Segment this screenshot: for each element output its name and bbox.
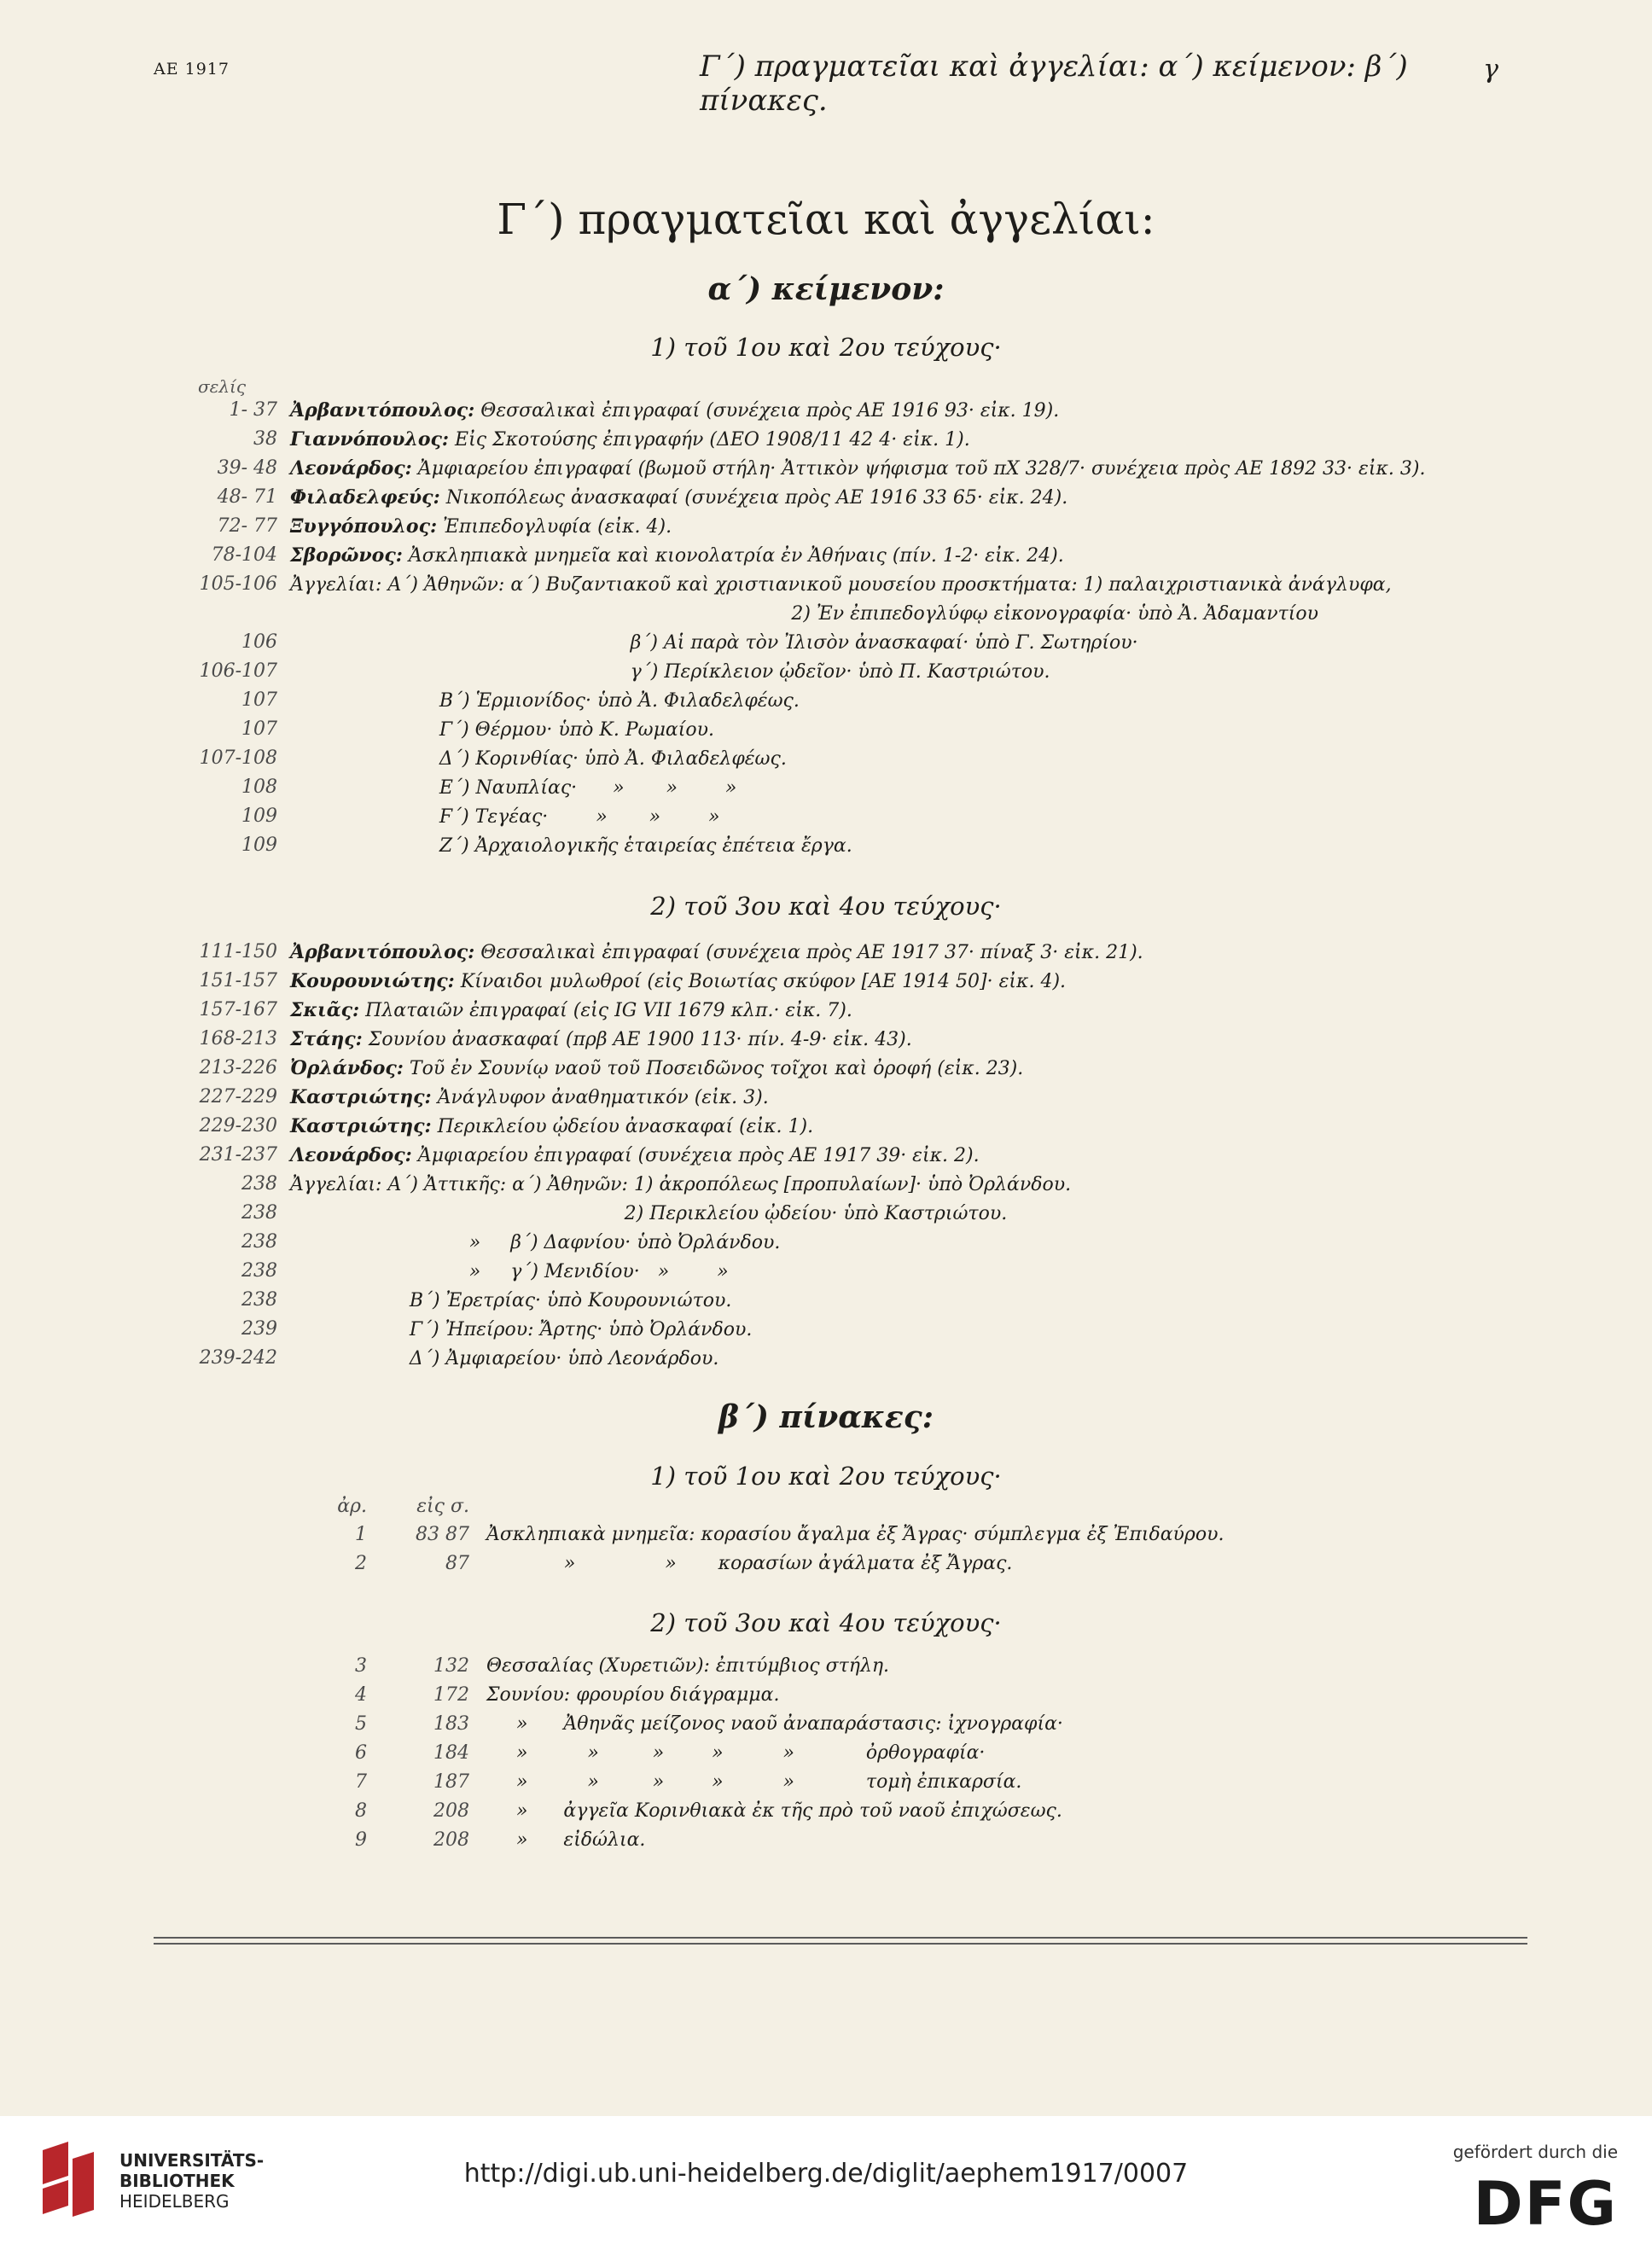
toc-entry bbox=[154, 1260, 1519, 1289]
toc-title: Ἀνάγλυφον ἀναθηματικόν (εἰκ. 3). bbox=[431, 1087, 769, 1108]
plate-page: 187 bbox=[433, 1771, 469, 1793]
toc-entry-text bbox=[290, 457, 1425, 480]
plate-number: 2 bbox=[355, 1553, 367, 1574]
toc-title: Τοῦ ἐν Σουνίῳ ναοῦ τοῦ Ποσειδῶνος τοῖχοι καὶ ὀροφή (εἰκ. 23). bbox=[403, 1058, 1024, 1079]
plate-entry bbox=[324, 1655, 1434, 1684]
plate-description: » » » » » τομὴ ἐπικαρσία. bbox=[486, 1771, 1022, 1793]
toc-title: Ζ΄) Ἀρχαιολογικῆς ἑταιρείας ἐπέτεια ἔργα. bbox=[290, 835, 852, 857]
toc-entry bbox=[154, 660, 1519, 689]
toc-page-range: 106 bbox=[241, 631, 277, 653]
toc-entry-text bbox=[290, 805, 720, 828]
toc-page-range: 107 bbox=[241, 689, 277, 711]
toc-author: Σκιᾶς: bbox=[290, 999, 360, 1021]
toc-entry bbox=[154, 718, 1519, 747]
toc-entry-text bbox=[290, 1289, 731, 1311]
toc-title: Ϝ΄) Τεγέας· » » » bbox=[290, 806, 720, 828]
toc-entry bbox=[154, 631, 1519, 660]
toc-entry-text bbox=[290, 718, 714, 741]
toc-page-range: 107-108 bbox=[199, 747, 277, 769]
plate-page: 83 87 bbox=[416, 1524, 469, 1545]
plate-description: » εἰδώλια. bbox=[486, 1829, 646, 1851]
toc-title: Ἀμφιαρείου ἐπιγραφαί (συνέχεια πρὸς ΑΕ 1917 39· εἰκ. 2). bbox=[411, 1145, 980, 1166]
toc-author: Ἀρβανιτόπουλος: bbox=[290, 941, 475, 963]
toc-entry-text bbox=[290, 1115, 813, 1137]
dfg-label: gefördert durch die bbox=[1452, 2142, 1618, 2162]
toc-entry-text bbox=[290, 573, 1392, 596]
toc-page-range: 111-150 bbox=[199, 941, 277, 962]
toc-entry-text bbox=[290, 970, 1066, 992]
part-b2-title: 2) τοῦ 3ου καὶ 4ου τεύχους· bbox=[650, 1608, 1002, 1637]
toc-title: Ἐπιπεδογλυφία (εἰκ. 4). bbox=[437, 516, 672, 538]
toc-entry bbox=[154, 1028, 1519, 1057]
toc-page-range: 157-167 bbox=[199, 999, 277, 1020]
toc-title: Ἀγγελίαι: Α΄) Ἀθηνῶν: α΄) Βυζαντιακοῦ καὶ χριστιανικοῦ μουσείου προσκτήματα: 1) παλαιχριστιανικὰ ἀνάγλυφα, bbox=[290, 574, 1392, 596]
ub-line-1: UNIVERSITÄTS- bbox=[119, 2150, 265, 2171]
toc-entry-text bbox=[290, 515, 672, 538]
toc-title: Σουνίου ἀνασκαφαί (πρβ ΑΕ 1900 113· πίν. 4-9· εἰκ. 43). bbox=[362, 1029, 912, 1050]
toc-page-range: 108 bbox=[241, 776, 277, 798]
plates-header-no: ἀρ. bbox=[337, 1496, 367, 1517]
toc-entry-text bbox=[290, 1028, 912, 1050]
toc-page-range: 227-229 bbox=[199, 1086, 277, 1108]
part-b1-title: 1) τοῦ 1ου καὶ 2ου τεύχους· bbox=[650, 1462, 1002, 1491]
toc-entry bbox=[154, 1289, 1519, 1318]
toc-entry-text bbox=[290, 660, 1050, 683]
running-head bbox=[154, 49, 1498, 118]
toc-page-range: 238 bbox=[241, 1173, 277, 1195]
section-b-title: β΄) πίνακες: bbox=[718, 1399, 934, 1435]
toc-page-range: 229-230 bbox=[199, 1115, 277, 1137]
toc-title: Δ΄) Κορινθίας· ὑπὸ Ἀ. Φιλαδελφέως. bbox=[290, 748, 787, 770]
part-a1-title: 1) τοῦ 1ου καὶ 2ου τεύχους· bbox=[650, 333, 1002, 362]
toc-page-range: 151-157 bbox=[199, 970, 277, 991]
plate-entry bbox=[324, 1771, 1434, 1800]
toc-page-range: 238 bbox=[241, 1202, 277, 1224]
toc-entry bbox=[154, 1318, 1519, 1347]
toc-title: Εἰς Σκοτούσης ἐπιγραφήν (ΔΕΟ 1908/11 42 4· εἰκ. 1). bbox=[449, 429, 970, 451]
toc-entry-text bbox=[290, 428, 970, 451]
toc-title: Γ΄) Θέρμου· ὑπὸ Κ. Ρωμαίου. bbox=[290, 719, 714, 741]
toc-author: Καστριώτης: bbox=[290, 1115, 432, 1137]
toc-entry bbox=[154, 457, 1519, 486]
toc-page-range: 1- 37 bbox=[229, 399, 277, 421]
plate-entry bbox=[324, 1524, 1434, 1553]
toc-entry bbox=[154, 1231, 1519, 1260]
plates-header bbox=[324, 1496, 1434, 1525]
toc-entry-text bbox=[290, 1347, 718, 1369]
section-a-title: α΄) κείμενον: bbox=[707, 271, 945, 307]
toc-author: Ξυγγόπουλος: bbox=[290, 515, 438, 538]
toc-title: » γ΄) Μενιδίου· » » bbox=[290, 1261, 729, 1282]
bottom-rule-2 bbox=[154, 1943, 1527, 1945]
toc-entry-text bbox=[290, 776, 736, 799]
toc-entry bbox=[154, 602, 1519, 631]
toc-page-range: 39- 48 bbox=[217, 457, 277, 479]
toc-page-range: 109 bbox=[241, 805, 277, 827]
plate-number: 6 bbox=[355, 1742, 367, 1764]
toc-page-range: 72- 77 bbox=[217, 515, 277, 537]
toc-title: Ε΄) Ναυπλίας· » » » bbox=[290, 777, 737, 799]
toc-entry-text bbox=[290, 689, 800, 712]
toc-entry bbox=[154, 747, 1519, 776]
toc-page-range: 78-104 bbox=[211, 544, 277, 566]
toc-entry-text bbox=[290, 1260, 729, 1282]
plate-number: 9 bbox=[355, 1829, 367, 1851]
toc-entry bbox=[154, 544, 1519, 573]
toc-title: γ΄) Περίκλειον ᾠδεῖον· ὑπὸ Π. Καστριώτου. bbox=[290, 661, 1050, 683]
toc-title: Ἀσκληπιακὰ μνημεῖα καὶ κιονολατρία ἐν Ἀθήναις (πίν. 1-2· εἰκ. 24). bbox=[402, 545, 1064, 567]
plate-number: 5 bbox=[355, 1713, 367, 1735]
plate-number: 3 bbox=[355, 1655, 367, 1677]
toc-entry bbox=[154, 689, 1519, 718]
toc-entry bbox=[154, 399, 1519, 428]
plate-entry bbox=[324, 1742, 1434, 1771]
plate-number: 4 bbox=[355, 1684, 367, 1706]
plate-entry bbox=[324, 1684, 1434, 1713]
toc-title: Γ΄) Ἠπείρου: Ἄρτης· ὑπὸ Ὀρλάνδου. bbox=[290, 1319, 753, 1340]
running-head-page: γ bbox=[1483, 55, 1498, 84]
plate-page: 208 bbox=[433, 1829, 469, 1851]
plate-description: » » κορασίων ἀγάλματα ἐξ Ἄγρας. bbox=[486, 1553, 1013, 1574]
toc-entry-text bbox=[290, 602, 1318, 625]
plate-description: Θεσσαλίας (Χυρετιῶν): ἐπιτύμβιος στήλη. bbox=[486, 1655, 890, 1677]
toc-entry bbox=[154, 1144, 1519, 1173]
toc-page-range: 168-213 bbox=[199, 1028, 277, 1049]
plate-description: Σουνίου: φρουρίου διάγραμμα. bbox=[486, 1684, 780, 1706]
plate-page: 172 bbox=[433, 1684, 469, 1706]
toc-entry-text bbox=[290, 631, 1138, 654]
page-title: Γ΄) πραγματεῖαι καὶ ἀγγελίαι: bbox=[497, 195, 1155, 244]
digitization-footer bbox=[0, 2116, 1652, 2250]
toc-entry bbox=[154, 1173, 1519, 1202]
toc-author: Καστριώτης: bbox=[290, 1086, 432, 1108]
toc-title: Ἀγγελίαι: Α΄) Ἀττικῆς: α΄) Ἀθηνῶν: 1) ἀκροπόλεως [προπυλαίων]· ὑπὸ Ὀρλάνδου. bbox=[290, 1174, 1072, 1195]
toc-title: 2) Περικλείου ᾠδείου· ὑπὸ Καστριώτου. bbox=[290, 1203, 1008, 1224]
toc-entry bbox=[154, 776, 1519, 805]
toc-title: Πλαταιῶν ἐπιγραφαί (εἰς IG VII 1679 κλπ.· εἰκ. 7). bbox=[359, 1000, 852, 1021]
toc-entry bbox=[154, 1115, 1519, 1144]
toc-entry-text bbox=[290, 834, 852, 857]
toc-title: Κίναιδοι μυλωθροί (εἰς Βοιωτίας σκύφον [ΑΕ 1914 50]· εἰκ. 4). bbox=[454, 971, 1067, 992]
toc-page-range: 106-107 bbox=[199, 660, 277, 682]
toc-title: Δ΄) Ἀμφιαρείου· ὑπὸ Λεονάρδου. bbox=[290, 1348, 719, 1369]
toc-entry-text bbox=[290, 1057, 1023, 1079]
toc-author: Λεονάρδος: bbox=[290, 1144, 412, 1166]
toc-entry bbox=[154, 1202, 1519, 1231]
plate-entry bbox=[324, 1713, 1434, 1742]
plates-header-page: εἰς σ. bbox=[416, 1496, 469, 1517]
toc-page-range: 239 bbox=[241, 1318, 277, 1340]
plate-entry bbox=[324, 1553, 1434, 1582]
toc-title: Ἀμφιαρείου ἐπιγραφαί (βωμοῦ στήλη· Ἀττικὸν ψήφισμα τοῦ πΧ 328/7· συνέχεια πρὸς ΑΕ 1892 33· εἰκ. 3). bbox=[411, 458, 1426, 480]
toc-entry-text bbox=[290, 544, 1064, 567]
toc-entry-text bbox=[290, 747, 787, 770]
plate-page: 208 bbox=[433, 1800, 469, 1822]
toc-entry-text bbox=[290, 1144, 980, 1166]
toc-entry bbox=[154, 999, 1519, 1028]
toc-entry-text bbox=[290, 941, 1143, 963]
toc-page-range: 105-106 bbox=[199, 573, 277, 595]
bottom-rule-1 bbox=[154, 1937, 1527, 1939]
ub-line-2: BIBLIOTHEK bbox=[119, 2171, 235, 2191]
toc-title: Νικοπόλεως ἀνασκαφαί (συνέχεια πρὸς ΑΕ 1916 33 65· εἰκ. 24). bbox=[439, 487, 1068, 509]
toc-author: Στάης: bbox=[290, 1028, 363, 1050]
dfg-logo: DFG bbox=[1473, 2169, 1618, 2239]
toc-title: Θεσσαλικαὶ ἐπιγραφαί (συνέχεια πρὸς ΑΕ 1916 93· εἰκ. 19). bbox=[474, 400, 1060, 422]
ub-line-3: HEIDELBERG bbox=[119, 2191, 230, 2212]
toc-author: Ἀρβανιτόπουλος: bbox=[290, 399, 475, 422]
toc-entry bbox=[154, 834, 1519, 863]
toc-title: Θεσσαλικαὶ ἐπιγραφαί (συνέχεια πρὸς ΑΕ 1917 37· πίναξ 3· εἰκ. 21). bbox=[474, 942, 1143, 963]
plate-number: 7 bbox=[355, 1771, 367, 1793]
toc-entry bbox=[154, 428, 1519, 457]
part-a2-title: 2) τοῦ 3ου καὶ 4ου τεύχους· bbox=[650, 892, 1002, 921]
toc-entry-text bbox=[290, 1231, 780, 1253]
plate-description: Ἀσκληπιακὰ μνημεῖα: κορασίου ἄγαλμα ἐξ Ἄγρας· σύμπλεγμα ἐξ Ἐπιδαύρου. bbox=[486, 1524, 1224, 1545]
plate-page: 132 bbox=[433, 1655, 469, 1677]
toc-entry-text bbox=[290, 486, 1067, 509]
toc-page-range: 107 bbox=[241, 718, 277, 740]
toc-author: Κουρουνιώτης: bbox=[290, 970, 455, 992]
toc-entry-text bbox=[290, 999, 852, 1021]
toc-author: Λεονάρδος: bbox=[290, 457, 412, 480]
toc-entry bbox=[154, 573, 1519, 602]
toc-page-range: 238 bbox=[241, 1289, 277, 1311]
toc-entry-text bbox=[290, 1318, 752, 1340]
toc-title: Β΄) Ἐρετρίας· ὑπὸ Κουρουνιώτου. bbox=[290, 1290, 732, 1311]
toc-title: Β΄) Ἑρμιονίδος· ὑπὸ Ἀ. Φιλαδελφέως. bbox=[290, 690, 800, 712]
toc-entry bbox=[154, 515, 1519, 544]
toc-author: Σβορῶνος: bbox=[290, 544, 403, 567]
column-label-pages: σελίς bbox=[198, 376, 247, 397]
toc-page-range: 109 bbox=[241, 834, 277, 856]
plate-entry bbox=[324, 1800, 1434, 1829]
toc-entry-text bbox=[290, 1173, 1071, 1195]
toc-page-range: 239-242 bbox=[199, 1347, 277, 1369]
toc-page-range: 213-226 bbox=[199, 1057, 277, 1078]
toc-page-range: 38 bbox=[253, 428, 277, 450]
toc-entry-text bbox=[290, 399, 1059, 422]
toc-entry bbox=[154, 1057, 1519, 1086]
toc-entry bbox=[154, 970, 1519, 999]
plate-description: » » » » » ὀρθογραφία· bbox=[486, 1742, 986, 1764]
plate-page: 183 bbox=[433, 1713, 469, 1735]
toc-entry bbox=[154, 1086, 1519, 1115]
toc-entry-text bbox=[290, 1202, 1007, 1224]
toc-author: Γιαννόπουλος: bbox=[290, 428, 450, 451]
plate-page: 184 bbox=[433, 1742, 469, 1764]
plate-description: » ἀγγεῖα Κορινθιακὰ ἐκ τῆς πρὸ τοῦ ναοῦ ἐπιχώσεως. bbox=[486, 1800, 1062, 1822]
toc-entry bbox=[154, 941, 1519, 970]
toc-title: » β΄) Δαφνίου· ὑπὸ Ὀρλάνδου. bbox=[290, 1232, 781, 1253]
toc-page-range: 48- 71 bbox=[217, 486, 277, 508]
toc-title: β΄) Αἱ παρὰ τὸν Ἰλισὸν ἀνασκαφαί· ὑπὸ Γ. Σωτηρίου· bbox=[290, 632, 1138, 654]
toc-title: Περικλείου ᾠδείου ἀνασκαφαί (εἰκ. 1). bbox=[431, 1116, 814, 1137]
toc-author: Ὀρλάνδος: bbox=[290, 1057, 404, 1079]
toc-entry bbox=[154, 486, 1519, 515]
plate-number: 8 bbox=[355, 1800, 367, 1822]
source-url-link[interactable]: http://digi.ub.uni-heidelberg.de/diglit/aephem1917/0007 bbox=[463, 2159, 1189, 2189]
plate-number: 1 bbox=[355, 1524, 367, 1545]
plate-page: 87 bbox=[445, 1553, 469, 1574]
toc-entry bbox=[154, 1347, 1519, 1376]
toc-page-range: 231-237 bbox=[199, 1144, 277, 1166]
toc-page-range: 238 bbox=[241, 1260, 277, 1282]
running-head-left: ΑΕ 1917 bbox=[154, 60, 230, 78]
toc-title: 2) Ἐν ἐπιπεδογλύφῳ εἰκονογραφία· ὑπὸ Ἀ. Ἀδαμαντίου bbox=[290, 603, 1318, 625]
toc-page-range: 238 bbox=[241, 1231, 277, 1253]
plate-entry bbox=[324, 1829, 1434, 1858]
toc-entry-text bbox=[290, 1086, 769, 1108]
running-head-center: Γ΄) πραγματεῖαι καὶ ἀγγελίαι: α΄) κείμενον: β΄) πίνακες. bbox=[700, 49, 1408, 118]
toc-author: Φιλαδελφεύς: bbox=[290, 486, 440, 509]
toc-entry bbox=[154, 805, 1519, 834]
plate-description: » Ἀθηνᾶς μείζονος ναοῦ ἀναπαράστασις: ἰχνογραφία· bbox=[486, 1713, 1063, 1735]
